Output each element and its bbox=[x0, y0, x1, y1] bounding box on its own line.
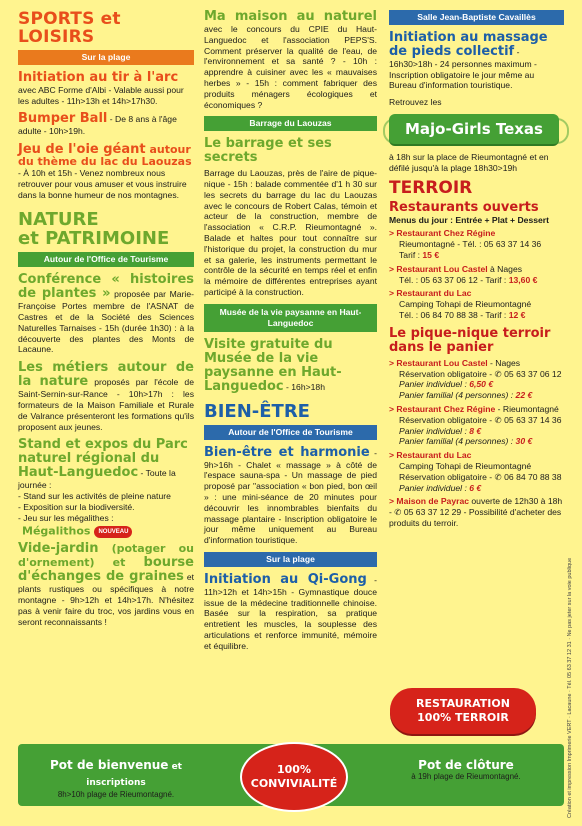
restaurant-line: Tél. : 05 63 37 06 12 - Tarif : bbox=[399, 274, 509, 285]
restaurant-tarif bbox=[389, 250, 564, 261]
conference-heading: Conférence « histoires de plantes » bbox=[18, 272, 194, 302]
musee bbox=[204, 338, 377, 394]
megalithos-row bbox=[22, 526, 194, 539]
band-barrage: Barrage du Laouzas bbox=[204, 116, 377, 131]
price: 8 € bbox=[469, 425, 482, 436]
payrac-text: ouverte de 12h30 à 18h - ✆ 05 63 37 12 29 - Possibilité d'acheter des produits du terroir. bbox=[389, 496, 563, 528]
restaurant-name: Restaurant Chez Régine bbox=[396, 228, 496, 239]
price: 22 € bbox=[515, 390, 533, 401]
fam-label: Panier familial (4 personnes) : bbox=[399, 390, 516, 401]
majo-text: à 18h sur la place de Rieumontagné et en défilé jusqu'à la plage 18h30>19h bbox=[389, 151, 549, 173]
stand-heading: Stand et expos du Parc naturel régional du Haut-Languedoc bbox=[18, 437, 188, 481]
conv-line-2: CONVIVIALITÉ bbox=[250, 777, 338, 790]
pot-bienvenue-title bbox=[36, 758, 196, 790]
fam-label: Panier familial (4 personnes) : bbox=[399, 436, 516, 447]
ind-label: Panier individuel : bbox=[399, 379, 470, 390]
qigong-heading: Initiation au Qi-Gong bbox=[204, 571, 367, 587]
band-office-tourisme: Autour de l'Office de Tourisme bbox=[18, 252, 194, 267]
restaurant-line: Rieumontagné - Tél. : 05 63 37 14 36 bbox=[399, 239, 542, 250]
pique-ind bbox=[389, 483, 564, 494]
musee-heading: Visite gratuite du Musée de la vie paysanne en Haut-Languedoc bbox=[204, 336, 342, 394]
massage-heading: Initiation au massage de pieds collectif bbox=[389, 29, 548, 59]
restaurant-tarif bbox=[389, 275, 564, 286]
payrac-name: Maison de Payrac bbox=[396, 496, 470, 507]
restaurant-item bbox=[389, 228, 564, 260]
pot-cloture bbox=[386, 758, 546, 782]
restauration-badge bbox=[390, 688, 536, 734]
vide-heading-2: (potager ou d'ornement) et bbox=[18, 542, 194, 570]
pot-cloture-title: Pot de clôture bbox=[418, 758, 514, 772]
column-sports-nature bbox=[18, 10, 194, 634]
restaurant-suffix: à Nages bbox=[487, 263, 523, 274]
musee-text: - 16h>18h bbox=[283, 381, 325, 392]
oie-heading: Jeu de l'oie géant bbox=[18, 142, 146, 158]
footer-banner bbox=[18, 744, 564, 806]
section-title-nature: NATURE bbox=[18, 209, 99, 231]
retrouvez-text: Retrouvez les bbox=[389, 97, 442, 108]
restaurants-heading: Restaurants ouverts bbox=[389, 199, 539, 215]
convivialite-badge bbox=[240, 742, 348, 812]
pique-name: Restaurant Lou Castel bbox=[396, 357, 488, 368]
qigong-text: - 11h>12h et 14h>15h - Gymnastique douce issue de la médecine traditionnelle chinoise. Basée sur la respiration, sa pratique entretient les muscles, la souplesse des articulations et renforce immunité, mémoire et équilibre. bbox=[204, 574, 377, 651]
band-plage-2: Sur la plage bbox=[204, 552, 377, 567]
megalithos-label: Mégalithos bbox=[22, 524, 91, 538]
pique-fam bbox=[389, 390, 564, 401]
pique-line: Réservation obligatoire - ✆ 05 63 37 14 36 bbox=[399, 414, 562, 425]
harmonie bbox=[204, 446, 377, 546]
pique-item bbox=[389, 450, 564, 493]
pique-suffix: - Nages bbox=[487, 357, 521, 368]
price: 13,60 € bbox=[508, 274, 538, 285]
restaurant-tarif bbox=[389, 310, 564, 321]
qigong bbox=[204, 573, 377, 652]
harmonie-heading: Bien-être et harmonie bbox=[204, 444, 370, 460]
pique-fam bbox=[389, 436, 564, 447]
stand-text: - Toute la journée : bbox=[18, 468, 176, 491]
stand-item: - Exposition sur la biodiversité. bbox=[18, 501, 135, 512]
tarif-label: Tarif : bbox=[399, 249, 423, 260]
pique-ind bbox=[389, 379, 564, 390]
conference-text: proposée par Marie-Françoise Portes membre de l'ASNAT de Castres et de la Société des Sciences Naturelles Tarnaises - 15h (durée 1h30) : à la découverte des plantes des Monts de Lacaune. bbox=[18, 289, 194, 355]
tir-arc bbox=[18, 71, 194, 107]
ind-label: Panier individuel : bbox=[399, 425, 470, 436]
arrow-icon: > bbox=[389, 288, 397, 299]
oie-text: - À 10h et 15h - Venez nombreux nous retrouver pour vous amuser et vous instruire dans la bonne humeur de nos montagnes. bbox=[18, 167, 187, 200]
pique-line: Réservation obligatoire - ✆ 06 84 70 88 38 bbox=[399, 471, 562, 482]
restaurant-item bbox=[389, 264, 564, 286]
bumper-text: - De 8 ans à l'âge adulte - 10h>19h. bbox=[18, 114, 177, 137]
pique-item bbox=[389, 404, 564, 447]
payrac bbox=[389, 496, 564, 528]
section-title-patrimoine: et PATRIMOINE bbox=[18, 228, 170, 250]
pique-suffix: - Rieumontagné bbox=[495, 403, 559, 414]
new-badge: NOUVEAU bbox=[94, 526, 132, 539]
metiers-text: proposés par l'école de Saint-Sernin-sur-Rance - 10h>17h : les formateurs de la Maison Familiale et Rurale de Valrance présenteront les formations qu'ils proposent aux jeunes. bbox=[18, 377, 194, 432]
restauration-line-1: RESTAURATION bbox=[416, 697, 510, 710]
section-title-bienetre: BIEN-ÊTRE bbox=[204, 400, 310, 422]
menu-text: Menus du jour : Entrée + Plat + Dessert bbox=[389, 214, 549, 225]
restaurant-item bbox=[389, 288, 564, 320]
price: 15 € bbox=[422, 249, 440, 260]
pique-nique-heading: Le pique-nique terroir dans le panier bbox=[389, 325, 551, 355]
arrow-icon: > bbox=[389, 228, 397, 239]
pot-cloture-sub: à 19h plage de Rieumontagné. bbox=[411, 772, 521, 781]
majo-girls-banner bbox=[389, 114, 559, 144]
section-title-sports: SPORTS et LOISIRS bbox=[18, 9, 121, 47]
stand-item: - Stand sur les activités de pleine nature bbox=[18, 491, 171, 502]
pique-ind bbox=[389, 426, 564, 437]
arrow-icon: > bbox=[389, 357, 397, 368]
pot-bienvenue-label-2: et inscriptions bbox=[86, 762, 182, 788]
restauration-line-2: 100% TERROIR bbox=[417, 711, 509, 724]
band-musee: Musée de la vie paysanne en Haut-Languedoc bbox=[204, 304, 377, 332]
print-credit bbox=[567, 557, 575, 820]
oie-heading-2: autour du thème du lac du Laouzas bbox=[18, 143, 192, 169]
credit-text: Création et impression Imprimerie VERT · Lacaune · Tél. 05 63 37 12 31 · Ne pas jeter sur la voie publique bbox=[567, 557, 573, 818]
metiers-heading: Les métiers autour de la nature bbox=[18, 360, 194, 390]
vide-text: et plants rustiques ou spécifiques à notre montagne - 9h>12h et 14h>17h. N'hésitez pas à venir faire du troc, vos jardins vous en seront reconnaissants ! bbox=[18, 572, 194, 627]
tir-arc-text: avec ABC Forme d'Albi - Valable aussi pour les adultes - 11h>13h et 14h>17h30. bbox=[18, 84, 184, 106]
maison-text: avec le concours du CPIE du Haut-Languedoc et l'association PEPS'S. Comment préserver la qualité de l'eau, de l'environnement et sa santé ? - 10h : apprendre à cuisiner avec les « mauvaises herbes » - 15h : comment fabriquer des produits ménagers écologiques et économiques ? bbox=[204, 24, 377, 110]
massage-text: - 16h30>18h - 24 personnes maximum - Inscription obligatoire le jour même au Bureau d'information touristique. bbox=[389, 46, 537, 91]
column-massage-terroir bbox=[389, 10, 564, 532]
majo-label: Majo-Girls Texas bbox=[404, 119, 543, 138]
restaurant-name: Restaurant Lou Castel bbox=[396, 263, 488, 274]
bumper-ball bbox=[18, 112, 194, 137]
tir-arc-heading: Initiation au tir à l'arc bbox=[18, 69, 179, 85]
band-salle: Salle Jean-Baptiste Cavaillès bbox=[389, 10, 564, 25]
pique-name: Restaurant du Lac bbox=[396, 450, 472, 461]
barrage-heading: Le barrage et ses secrets bbox=[204, 136, 332, 166]
price: 6,50 € bbox=[469, 379, 494, 390]
metiers bbox=[18, 361, 194, 432]
jeu-oie bbox=[18, 143, 194, 200]
maison-naturel bbox=[204, 10, 377, 110]
arrow-icon: > bbox=[389, 450, 397, 461]
pique-item bbox=[389, 358, 564, 401]
pique-name: Restaurant Chez Régine bbox=[396, 403, 496, 414]
restaurant-line: Tél. : 06 84 70 88 38 - Tarif : bbox=[399, 309, 509, 320]
band-plage: Sur la plage bbox=[18, 50, 194, 65]
arrow-icon: > bbox=[389, 496, 397, 507]
vide-heading-3: bourse d'échanges de graines bbox=[18, 555, 194, 585]
bumper-heading: Bumper Ball bbox=[18, 111, 108, 127]
arrow-icon: > bbox=[389, 403, 397, 414]
pot-bienvenue-sub: 8h>10h plage de Rieumontagné. bbox=[57, 790, 175, 799]
stand-parc bbox=[18, 438, 194, 538]
arrow-icon: > bbox=[389, 263, 397, 274]
pot-bienvenue-label: Pot de bienvenue bbox=[50, 758, 169, 772]
price: 12 € bbox=[508, 309, 526, 320]
price: 6 € bbox=[469, 482, 482, 493]
maison-heading: Ma maison au naturel bbox=[204, 9, 377, 24]
price: 30 € bbox=[515, 436, 533, 447]
harmonie-text: - 9h>16h - Chalet « massage » à côté de l'espace sauna-spa - Un massage de pied proposé par "association « bon pied, bon œil » : une mini-séance de 20 minutes pour découvrir les innombrables bienfaits du massage plantaire - Inscription obligatoire le jour même uniquement au Bureau d'information touristique. bbox=[204, 447, 377, 546]
pot-bienvenue bbox=[36, 758, 196, 800]
section-title-terroir: TERROIR bbox=[389, 177, 473, 198]
stand-item: - Jeu sur les mégalithes : bbox=[18, 512, 114, 523]
conv-line-1: 100% bbox=[277, 763, 311, 776]
restaurant-line: Camping Tohapi de Rieumontagné bbox=[399, 299, 532, 310]
barrage-text: Barrage du Laouzas, près de l'aire de pique-nique - 15h : balade commentée d'1 h 30 sur les secrets du barrage du lac du Laouzas avec le concours de Robert Calas, témoin et acteur de la construction, membre de l'association « C.R.P. Rieumontagné ». Balade et haltes pour tout connaître sur l'historique du projet, la construction du mur et sa galerie, les instruments permettant le contrôle de la sécurité en temps réel et enfin la mémoire de différentes entreprises ayant participé à la construction. bbox=[204, 168, 377, 297]
massage bbox=[389, 31, 564, 91]
pique-line: Camping Tohapi de Rieumontagné bbox=[399, 460, 532, 471]
column-maison-bienetre bbox=[204, 10, 377, 657]
ind-label: Panier individuel : bbox=[399, 482, 470, 493]
vide-jardin bbox=[18, 542, 194, 627]
restaurant-name: Restaurant du Lac bbox=[396, 288, 472, 299]
pique-line: Réservation obligatoire - ✆ 05 63 37 06 12 bbox=[399, 368, 562, 379]
vide-heading: Vide-jardin bbox=[18, 541, 99, 557]
conference bbox=[18, 273, 194, 355]
band-office-tourisme-2: Autour de l'Office de Tourisme bbox=[204, 425, 377, 440]
